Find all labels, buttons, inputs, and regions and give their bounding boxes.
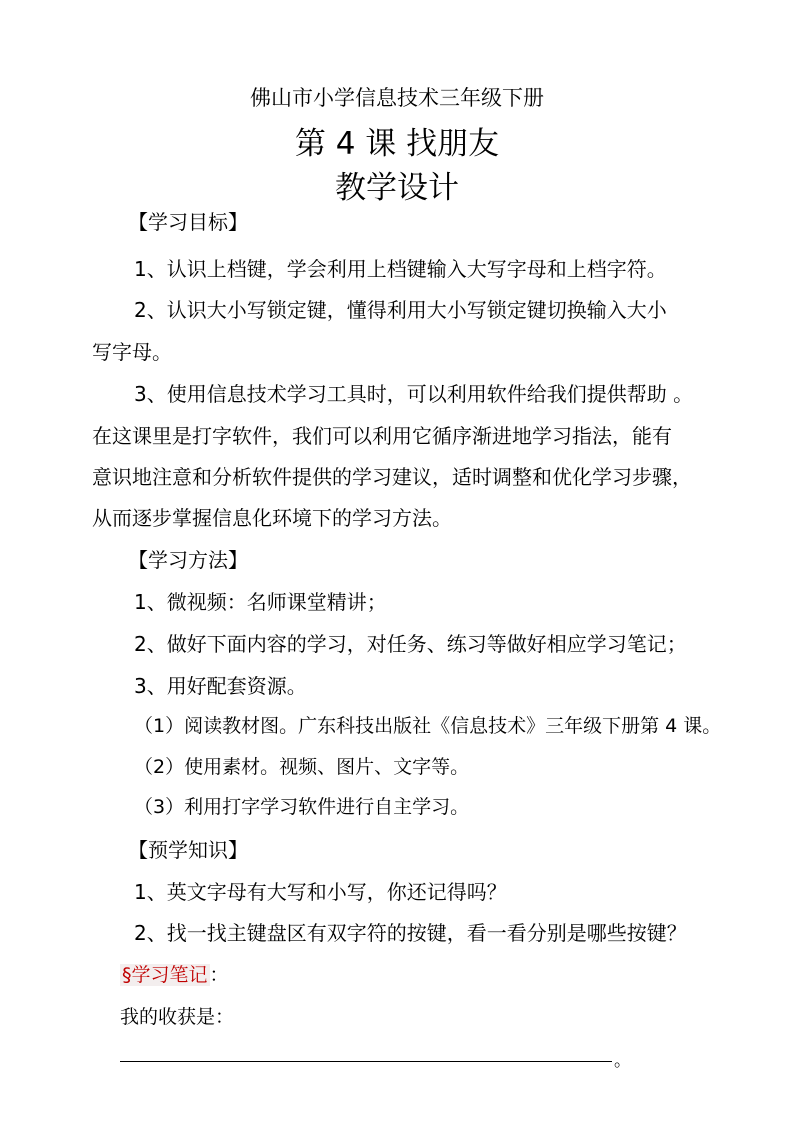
method-sub-item-2: （2）使用素材。视频、图片、文字等。 [134,756,470,778]
course-subtitle: 佛山市小学信息技术三年级下册 [250,86,544,110]
lesson-title: 第 4 课 找朋友 [294,126,500,162]
objective-item-2-line-2: 写字母。 [92,340,172,364]
preknowledge-item-1: 1、英文字母有大写和小写，你还记得吗？ [134,880,507,904]
objectives-heading: 【学习目标】 [128,210,248,234]
objective-item-3-line-1: 3、使用信息技术学习工具时，可以利用软件给我们提供帮助 。 [134,382,694,406]
methods-heading: 【学习方法】 [128,548,248,572]
preknowledge-heading: 【预学知识】 [128,838,248,862]
objective-item-3-line-2: 在这课里是打字软件，我们可以利用它循序渐进地学习指法，能有 [92,424,672,448]
answer-end-mark: 。 [614,1051,631,1071]
objective-item-3-line-3: 意识地注意和分析软件提供的学习建议，适时调整和优化学习步骤， [92,465,692,489]
answer-blank-line [120,1061,612,1062]
objective-item-2-line-1: 2、认识大小写锁定键，懂得利用大小写锁定键切换输入大小 [134,298,667,322]
objective-item-1: 1、认识上档键，学会利用上档键输入大写字母和上档字符。 [134,257,667,281]
method-sub-item-3: （3）利用打字学习软件进行自主学习。 [134,796,470,818]
study-notes-row [120,960,229,987]
design-title: 教学设计 [335,170,459,206]
method-item-2: 2、做好下面内容的学习，对任务、练习等做好相应学习笔记； [134,632,687,656]
method-item-3: 3、用好配套资源。 [134,674,307,698]
harvest-label: 我的收获是： [120,1006,235,1028]
method-sub-item-1: （1）阅读教材图。广东科技出版社《信息技术》三年级下册第 4 课。 [134,715,722,737]
objective-item-3-line-4: 从而逐步掌握信息化环境下的学习方法。 [92,506,452,530]
preknowledge-item-2: 2、找一找主键盘区有双字符的按键，看一看分别是哪些按键？ [134,921,687,945]
method-item-1: 1、微视频：名师课堂精讲； [134,590,387,614]
study-notes-colon: ： [209,964,229,986]
study-notes-label: §学习笔记 [122,964,208,986]
